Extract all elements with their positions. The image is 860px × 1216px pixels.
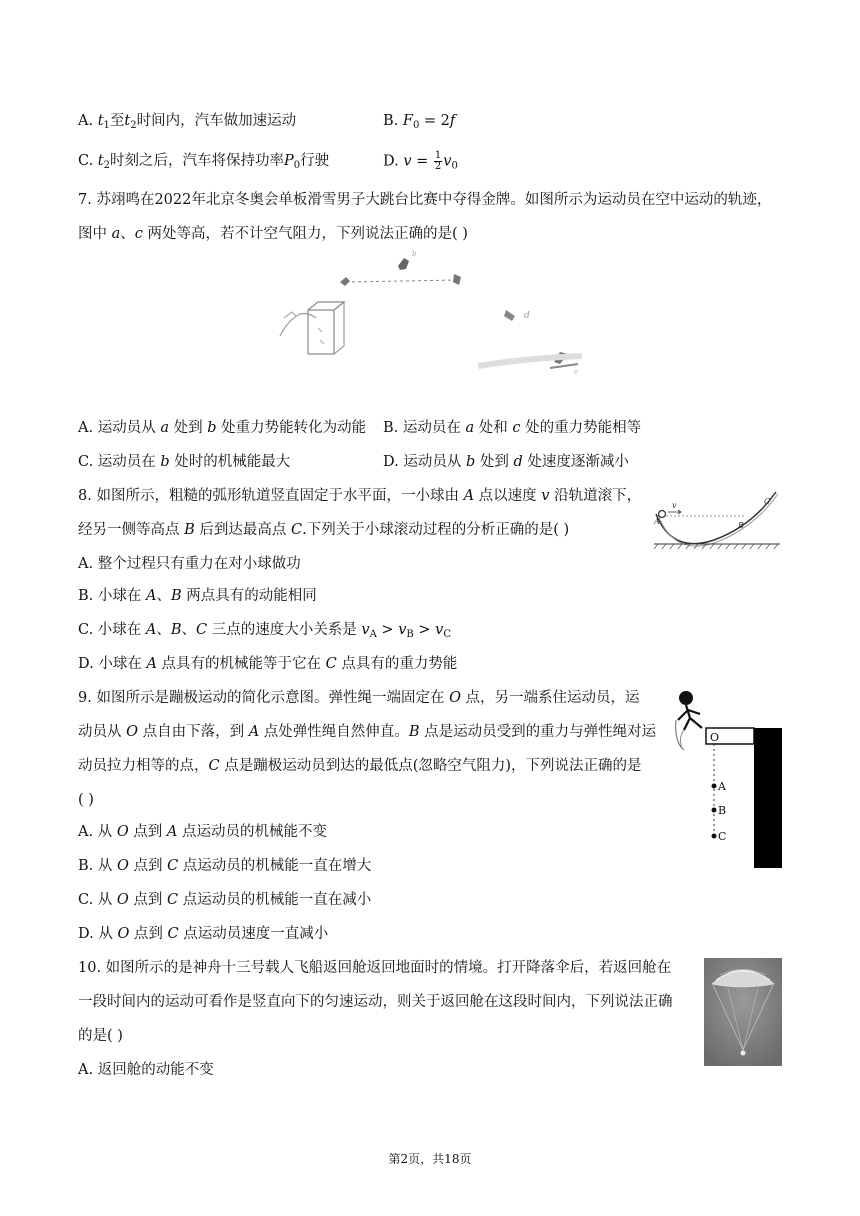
q6-option-d: D. v = $\frac{1}{2}$ $v_0$ [383, 150, 458, 172]
q9-stem-line3: 动员拉力相等的点，C 点是蹦极运动员到达的最低点(忽略空气阻力)，下列说法正确的是 [78, 758, 642, 774]
q9-option-a: A. 从 O 点到 A 点运动员的机械能不变 [78, 824, 328, 840]
svg-text:A: A [718, 780, 726, 793]
q7-option-c: C. 运动员在 b 处时的机械能最大 [78, 454, 291, 470]
q6-option-b: B. $F_0 = 2f$ [383, 113, 456, 131]
svg-text:B: B [738, 521, 744, 530]
q7-option-b: B. 运动员在 a 处和 c 处的重力势能相等 [383, 420, 642, 436]
q8-option-b: B. 小球在 A、B 两点具有的动能相同 [78, 588, 317, 604]
q7-stem-line1: 7. 苏翊鸣在2022年北京冬奥会单板滑雪男子大跳台比赛中夺得金牌。如图所示为运动员在空中运动的轨迹， [78, 192, 772, 208]
q9-stem-line1: 9. 如图所示是蹦极运动的简化示意图。弹性绳一端固定在 O 点，另一端系住运动员，运 [78, 690, 640, 706]
svg-text:C: C [764, 497, 771, 506]
svg-text:O: O [710, 731, 720, 744]
q10-stem-line3: 的是( ) [78, 1028, 123, 1044]
fraction: $\frac{1}{2}$ [434, 150, 442, 172]
q6-option-a: A. $t_1$至$t_2$时间内，汽车做加速运动 [78, 113, 297, 131]
q8-option-a: A. 整个过程只有重力在对小球做功 [78, 556, 301, 572]
arc-track-figure [652, 486, 782, 550]
svg-text:e: e [574, 368, 579, 376]
svg-text:B: B [718, 804, 727, 817]
bungee-figure [670, 686, 786, 872]
q8-option-c: C. 小球在 A、B、C 三点的速度大小关系是 $v_A > v_B > v_C$ [78, 622, 451, 640]
parachute-photo [704, 958, 782, 1066]
q6-option-c: C. $t_2$时刻之后，汽车将保持功率$P_0$行驶 [78, 153, 330, 171]
q7-option-a: A. 运动员从 a 处到 b 处重力势能转化为动能 [78, 420, 367, 436]
q7-stem-line2: 图中 a、c 两处等高，若不计空气阻力，下列说法正确的是( ) [78, 226, 468, 242]
svg-text:d: d [524, 311, 530, 321]
svg-text:A: A [654, 517, 660, 526]
svg-text:b: b [412, 250, 417, 258]
q9-option-b: B. 从 O 点到 C 点运动员的机械能一直在增大 [78, 858, 372, 874]
q10-option-a: A. 返回舱的动能不变 [78, 1062, 214, 1078]
q10-stem-line1: 10. 如图所示的是神舟十三号载人飞船返回舱返回地面时的情境。打开降落伞后，若返回舱在 [78, 960, 672, 976]
svg-text:C: C [718, 830, 727, 843]
q10-stem-line2: 一段时间内的运动可看作是竖直向下的匀速运动，则关于返回舱在这段时间内，下列说法正确 [78, 994, 673, 1010]
q9-option-c: C. 从 O 点到 C 点运动员的机械能一直在减小 [78, 892, 372, 908]
svg-text:v: v [672, 501, 677, 510]
q8-stem-line1: 8. 如图所示，粗糙的弧形轨道竖直固定于水平面，一小球由 A 点以速度 v 沿轨道滚下， [78, 488, 642, 504]
q8-stem-line2: 经另一侧等高点 B 后到达最高点 C.下列关于小球滚动过程的分析正确的是( ) [78, 522, 570, 538]
q8-option-d: D. 小球在 A 点具有的机械能等于它在 C 点具有的重力势能 [78, 656, 458, 672]
q9-option-d: D. 从 O 点到 C 点运动员速度一直减小 [78, 926, 329, 942]
snowboard-trajectory-figure [278, 248, 582, 388]
q9-stem-line2: 动员从 O 点自由下落，到 A 点处弹性绳自然伸直。B 点是运动员受到的重力与弹性绳对运 [78, 724, 657, 740]
q7-option-d: D. 运动员从 b 处到 d 处速度逐渐减小 [383, 454, 629, 470]
q9-stem-line4: ( ) [78, 792, 94, 808]
page-footer: 第2页，共18页 [388, 1152, 472, 1166]
